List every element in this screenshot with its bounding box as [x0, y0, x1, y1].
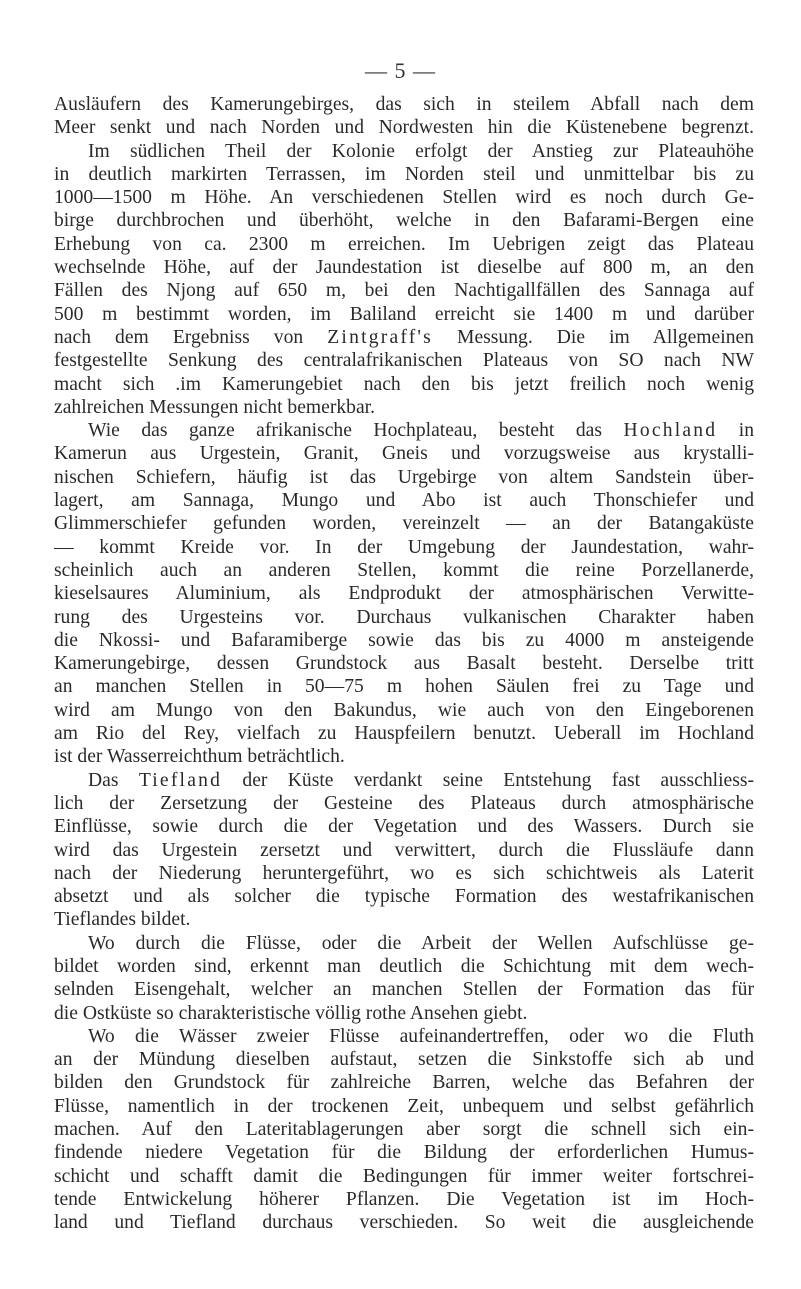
- text-line: festgestellte Senkung des centralafrikanischen Plateaus von SO nach NW: [54, 350, 754, 372]
- text-line: lagert, am Sannaga, Mungo und Abo ist auch Thonschiefer und: [54, 490, 754, 512]
- text-line: kieselsaures Aluminium, als Endprodukt der atmosphärischen Verwitte-: [54, 583, 754, 605]
- text-line: Erhebung von ca. 2300 m erreichen. Im Uebrigen zeigt das Plateau: [54, 233, 754, 255]
- body-text: [54, 93, 754, 1235]
- text-line: Ausläufern des Kamerungebirges, das sich in steilem Abfall nach dem: [54, 94, 754, 115]
- emphasized-term: Hochland: [623, 420, 718, 442]
- text-line: tende Entwickelung höherer Pflanzen. Die Vegetation ist im Hoch-: [54, 1188, 754, 1210]
- text-line: rung des Urgesteins vor. Durchaus vulkanischen Charakter haben: [54, 606, 754, 628]
- text-line: lich der Zersetzung der Gesteine des Plateaus durch atmosphärische: [54, 792, 754, 814]
- text-line: schicht und schafft damit die Bedingungen für immer weiter fortschrei-: [54, 1165, 754, 1187]
- emphasized-term: Zintgraff's: [327, 326, 433, 348]
- text-line: Das Tiefland der Küste verdankt seine Entstehung fast ausschliess-: [88, 769, 754, 791]
- text-line: nischen Schiefern, häufig ist das Urgebirge von altem Sandstein über-: [54, 466, 754, 488]
- text-line: Im südlichen Theil der Kolonie erfolgt der Anstieg zur Plateauhöhe: [88, 140, 754, 162]
- text-line: Wo die Wässer zweier Flüsse aufeinandertreffen, oder wo die Fluth: [88, 1025, 754, 1047]
- text-line: absetzt und als solcher die typische Formation des westafrikanischen: [54, 886, 754, 908]
- text-line: in deutlich markirten Terrassen, im Norden steil und unmittelbar bis zu: [54, 163, 754, 185]
- text-line: machen. Auf den Lateritablagerungen aber sorgt die schnell sich ein-: [54, 1119, 754, 1141]
- text-line: Fällen des Njong auf 650 m, bei den Nachtigallfällen des Sannaga auf: [54, 280, 754, 302]
- text-line: Flüsse, namentlich in der trockenen Zeit, unbequem und selbst gefährlich: [54, 1095, 754, 1117]
- text-line: an der Mündung dieselben aufstaut, setzen die Sinkstoffe sich ab und: [54, 1049, 754, 1071]
- text-line: Wie das ganze afrikanische Hochplateau, besteht das Hochland in: [88, 420, 754, 442]
- text-line: — kommt Kreide vor. In der Umgebung der Jaundestation, wahr-: [54, 536, 754, 558]
- text-line: Wo durch die Flüsse, oder die Arbeit der Wellen Aufschlüsse ge-: [88, 932, 754, 954]
- text-line: die Ostküste so charakteristische völlig rothe Ansehen giebt.: [54, 1002, 528, 1024]
- text-line: bildet worden sind, erkennt man deutlich die Schichtung mit dem wech-: [54, 955, 754, 977]
- text-line: nach der Niederung heruntergeführt, wo es sich schichtweis als Laterit: [54, 862, 754, 884]
- text-line: 500 m bestimmt worden, im Baliland erreicht sie 1400 m und darüber: [54, 303, 754, 325]
- text-line: Meer senkt und nach Norden und Nordwesten hin die Küstenebene begrenzt.: [54, 117, 754, 139]
- text-line: an manchen Stellen in 50—75 m hohen Säulen frei zu Tage und: [54, 676, 754, 698]
- text-line: die Nkossi- und Bafaramiberge sowie das bis zu 4000 m ansteigende: [54, 629, 754, 651]
- text-line: wird das Urgestein zersetzt und verwittert, durch die Flussläufe dann: [54, 839, 754, 861]
- text-line: Tieflandes bildet.: [54, 909, 191, 931]
- page-number: — 5 —: [365, 58, 436, 83]
- text-line: Glimmerschiefer gefunden worden, vereinzelt — an der Batangaküste: [54, 513, 754, 535]
- text-line: nach dem Ergebniss von Zintgraff's Messung. Die im Allgemeinen: [54, 326, 754, 348]
- emphasized-term: Tiefland: [138, 769, 223, 791]
- text-line: macht sich .im Kamerungebiet nach den bis jetzt freilich noch wenig: [54, 373, 754, 395]
- text-line: 1000—1500 m Höhe. An verschiedenen Stellen wird es noch durch Ge-: [54, 187, 754, 209]
- text-line: Kamerun aus Urgestein, Granit, Gneis und vorzugsweise aus krystalli-: [54, 443, 754, 465]
- text-line: scheinlich auch an anderen Stellen, kommt die reine Porzellanerde,: [54, 559, 754, 581]
- text-line: wechselnde Höhe, auf der Jaundestation ist dieselbe auf 800 m, an den: [54, 257, 754, 279]
- text-line: am Rio del Rey, vielfach zu Hauspfeilern benutzt. Ueberall im Hochland: [54, 723, 754, 745]
- text-line: bilden den Grundstock für zahlreiche Barren, welche das Befahren der: [54, 1072, 754, 1094]
- text-line: wird am Mungo von den Bakundus, wie auch von den Eingeborenen: [54, 699, 754, 721]
- text-line: findende niedere Vegetation für die Bildung der erforderlichen Humus-: [54, 1142, 754, 1164]
- text-line: birge durchbrochen und überhöht, welche in den Bafarami-Bergen eine: [54, 210, 754, 232]
- text-line: Kamerungebirge, dessen Grundstock aus Basalt besteht. Derselbe tritt: [54, 653, 754, 675]
- text-line: Einflüsse, sowie durch die der Vegetation und des Wassers. Durch sie: [54, 816, 754, 838]
- text-line: land und Tiefland durchaus verschieden. So weit die ausgleichende: [54, 1212, 754, 1234]
- text-line: zahlreichen Messungen nicht bemerkbar.: [54, 396, 376, 418]
- text-line: selnden Eisengehalt, welcher an manchen Stellen der Formation das für: [54, 979, 754, 1001]
- text-line: ist der Wasserreichthum beträchtlich.: [54, 746, 345, 768]
